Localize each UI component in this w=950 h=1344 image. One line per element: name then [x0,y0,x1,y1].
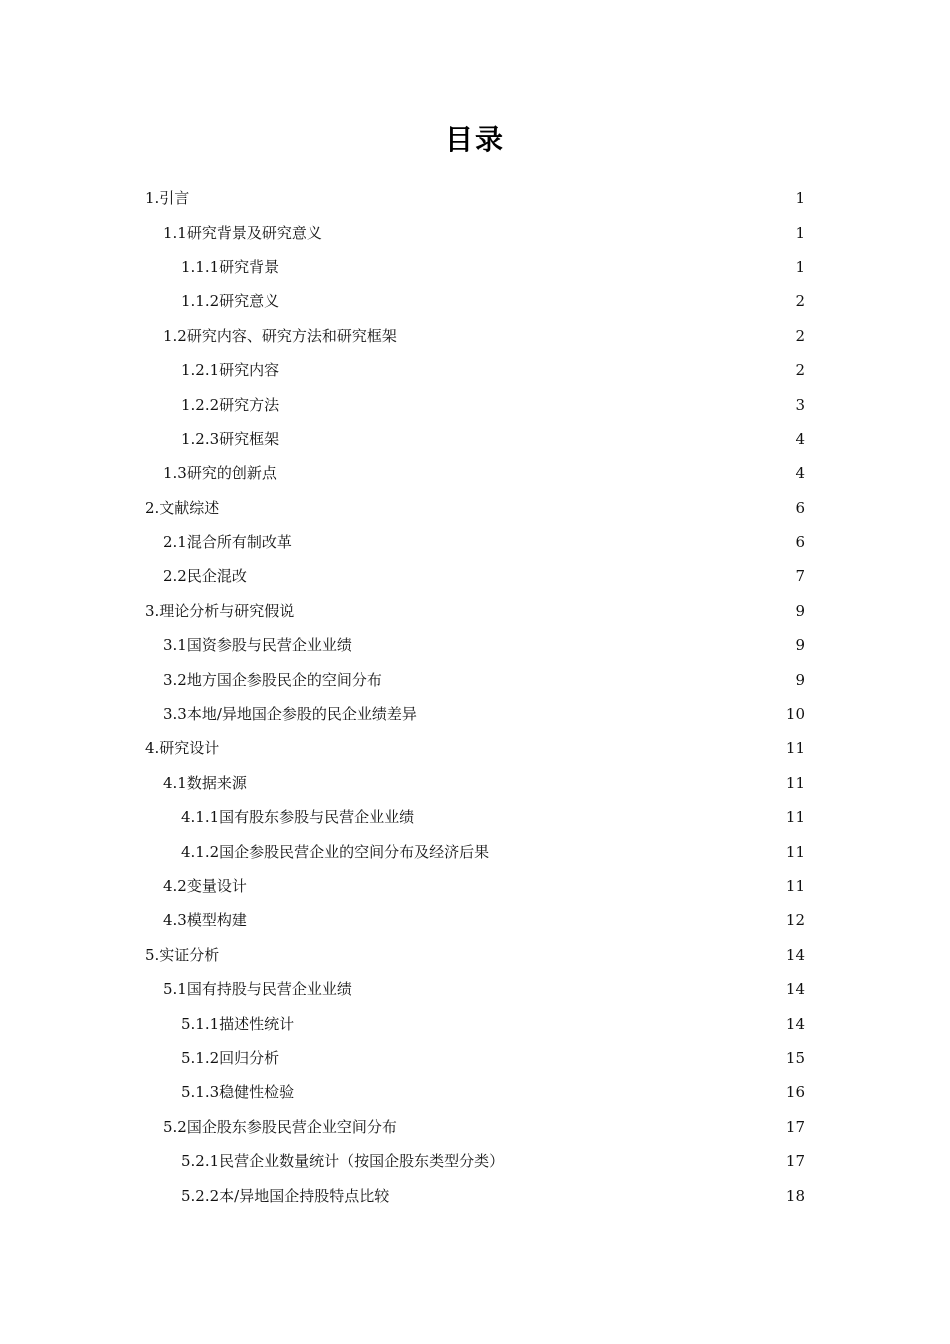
toc-entry-page-number: 11 [785,739,805,758]
dot-leader [399,326,792,346]
toc-entry-page-number: 1 [795,223,805,242]
toc-entry-text: 5.2国企股东参股民营企业空间分布 [163,1117,397,1136]
toc-entry[interactable] [0,731,950,765]
toc-entry-page-number: 12 [785,911,805,930]
dot-leader [281,1048,783,1068]
toc-entry-text: 1.1.2研究意义 [181,292,280,311]
toc-entry[interactable] [0,766,950,800]
toc-entry-page-number: 6 [795,498,805,517]
toc-entry[interactable] [0,250,950,284]
dot-leader [296,1082,783,1102]
toc-entry-page-number: 2 [795,326,805,345]
toc-entry[interactable] [0,559,950,593]
toc-entry-page-number: 16 [785,1083,805,1102]
toc-entry[interactable] [0,938,950,972]
toc-entry[interactable] [0,215,950,249]
toc-entry[interactable] [0,387,950,421]
dot-leader [296,601,792,621]
toc-entry-page-number: 18 [785,1186,805,1205]
dot-leader [419,704,783,724]
toc-entry-text: 1.1研究背景及研究意义 [163,223,322,242]
toc-entry-text: 3.3本地/异地国企参股的民企业绩差异 [163,705,417,724]
toc-entry-text: 5.1.1描述性统计 [181,1014,295,1033]
toc-entry[interactable] [0,869,950,903]
toc-entry[interactable] [0,594,950,628]
toc-entry-text: 4.3模型构建 [163,911,247,930]
dot-leader [279,463,792,483]
toc-entry[interactable] [0,491,950,525]
dot-leader [294,532,792,552]
toc-entry-text: 1.2.1研究内容 [181,361,280,380]
toc-entry-page-number: 11 [785,808,805,827]
dot-leader [281,429,792,449]
toc-entry-page-number: 1 [795,189,805,208]
toc-entry-text: 5.2.2本/异地国企持股特点比较 [181,1186,390,1205]
toc-entry-page-number: 7 [795,567,805,586]
toc-entry-page-number: 14 [785,945,805,964]
dot-leader [249,566,792,586]
dot-leader [281,291,792,311]
toc-entry-page-number: 3 [795,395,805,414]
toc-entry[interactable] [0,319,950,353]
toc-entry[interactable] [0,903,950,937]
toc-entry-page-number: 2 [795,292,805,311]
dot-leader [221,498,792,518]
dot-leader [281,395,792,415]
toc-entry-text: 3.1国资参股与民营企业业绩 [163,636,352,655]
dot-leader [399,1117,783,1137]
toc-entry-text: 4.1.2国企参股民营企业的空间分布及经济后果 [181,842,490,861]
dot-leader [296,1014,783,1034]
dot-leader [221,738,783,758]
toc-entry[interactable] [0,422,950,456]
toc-entry[interactable] [0,834,950,868]
toc-entry-text: 1.引言 [145,189,190,208]
toc-entry-page-number: 14 [785,980,805,999]
toc-entry-text: 1.2.2研究方法 [181,395,280,414]
dot-leader [249,773,783,793]
dot-leader [249,876,783,896]
toc-entry-text: 3.2地方国企参股民企的空间分布 [163,670,382,689]
toc-entry-text: 4.1.1国有股东参股与民营企业业绩 [181,808,415,827]
toc-entry-page-number: 17 [785,1152,805,1171]
toc-entry-text: 3.理论分析与研究假说 [145,601,295,620]
toc-entry[interactable] [0,628,950,662]
dot-leader [391,1186,783,1206]
toc-entry-text: 4.1数据来源 [163,773,247,792]
dot-leader [506,1151,783,1171]
toc-entry-text: 5.1.2回归分析 [181,1048,280,1067]
toc-entry[interactable] [0,284,950,318]
dot-leader [249,910,783,930]
dot-leader [384,670,792,690]
toc-entry-page-number: 17 [785,1117,805,1136]
dot-leader [416,807,783,827]
toc-entry[interactable] [0,800,950,834]
dot-leader [354,635,792,655]
toc-entry-text: 1.3研究的创新点 [163,464,277,483]
toc-entry-page-number: 14 [785,1014,805,1033]
toc-title: 目录 [444,123,505,156]
toc-entry-text: 2.文献综述 [145,498,220,517]
toc-entry-page-number: 11 [785,877,805,895]
toc-entry-text: 5.1国有持股与民营企业业绩 [163,980,352,999]
toc-entry-page-number: 4 [795,429,805,448]
dot-leader [191,188,792,208]
dot-leader [491,842,783,862]
toc-entry-page-number: 15 [785,1048,805,1067]
toc-entry-page-number: 6 [795,533,805,552]
toc-entry-page-number: 2 [795,361,805,380]
toc-entry-text: 5.2.1民营企业数量统计（按国企股东类型分类） [181,1152,505,1171]
toc-entry-text: 1.2.3研究框架 [181,429,280,448]
toc-entry[interactable] [0,697,950,731]
toc-entry-page-number: 10 [785,705,805,724]
toc-entry[interactable] [0,1178,950,1212]
dot-leader [281,257,792,277]
toc-entry[interactable] [0,972,950,1006]
toc-entry-page-number: 9 [795,670,805,689]
toc-entry-page-number: 9 [795,601,805,620]
toc-entry[interactable] [0,456,950,490]
toc-entry[interactable] [0,1075,950,1109]
toc-entry-text: 1.1.1研究背景 [181,257,280,276]
toc-entry-text: 4.2变量设计 [163,877,247,895]
dot-leader [354,979,783,999]
toc-entry-page-number: 1 [795,257,805,276]
toc-entry-page-number: 9 [795,636,805,655]
dot-leader [324,223,792,243]
toc-entry[interactable] [0,1144,950,1178]
table-of-contents [0,181,950,1213]
toc-entry[interactable] [0,181,950,215]
toc-entry-text: 2.2民企混改 [163,567,247,586]
toc-entry-text: 5.1.3稳健性检验 [181,1083,295,1102]
dot-leader [281,360,792,380]
toc-entry-text: 5.实证分析 [145,945,220,964]
toc-entry-page-number: 4 [795,464,805,483]
toc-entry[interactable] [0,1006,950,1040]
toc-entry-text: 1.2研究内容、研究方法和研究框架 [163,326,397,345]
toc-entry[interactable] [0,662,950,696]
dot-leader [221,945,783,965]
toc-entry[interactable] [0,1041,950,1075]
toc-entry-page-number: 11 [785,773,805,792]
toc-entry-page-number: 11 [785,842,805,861]
toc-entry-text: 4.研究设计 [145,739,220,758]
toc-entry[interactable] [0,525,950,559]
toc-entry[interactable] [0,1110,950,1144]
toc-entry[interactable] [0,353,950,387]
toc-entry-text: 2.1混合所有制改革 [163,533,292,552]
